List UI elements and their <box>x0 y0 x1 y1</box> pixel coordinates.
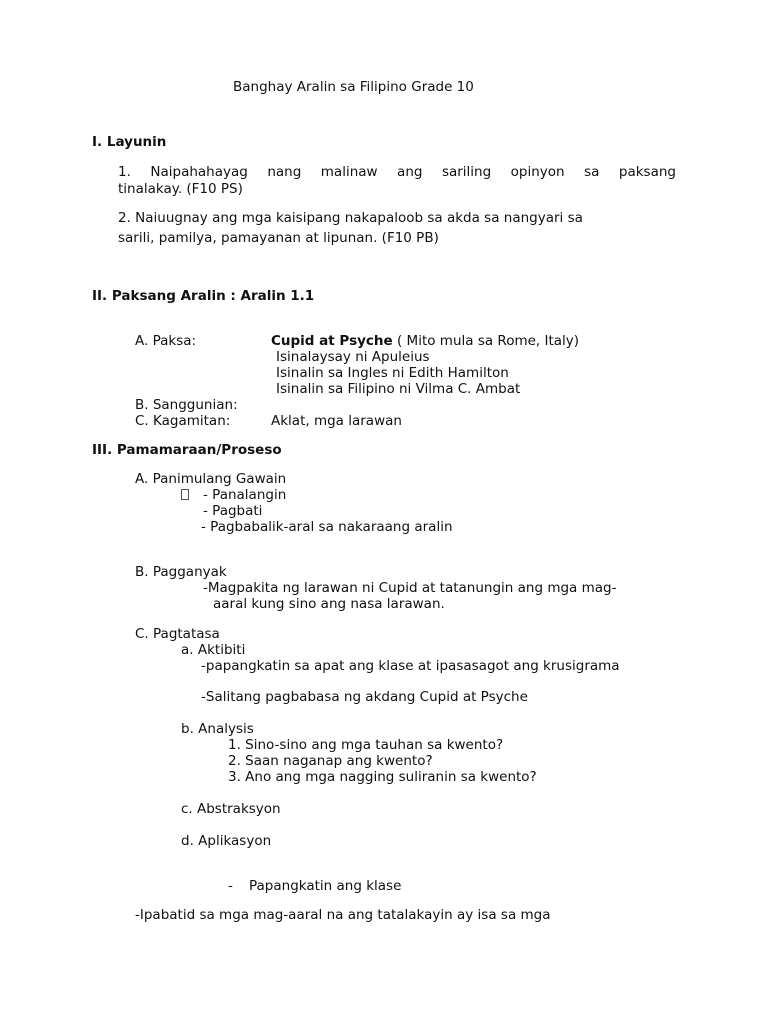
paksa-detail-2: Isinalin sa Ingles ni Edith Hamilton <box>276 365 509 381</box>
section-layunin-heading: I. Layunin <box>92 134 167 150</box>
final-line: -Ipabatid sa mga mag-aaral na ang tatalakayin ay isa sa mga <box>135 907 551 923</box>
aktibiti-label: a. Aktibiti <box>181 642 246 658</box>
bullet-box-icon <box>181 487 189 503</box>
kagamitan-label: C. Kagamitan: <box>135 413 231 429</box>
analysis-item-3: 3. Ano ang mga nagging suliranin sa kwento? <box>228 769 537 785</box>
layunin-item-1-line-1: 1. Naipahahayag nang malinaw ang sariling opinyon sa paksang <box>118 164 676 180</box>
panimula-item-1: - Panalangin <box>203 487 287 503</box>
analysis-item-2: 2. Saan naganap ang kwento? <box>228 753 433 769</box>
aktibiti-line-2: -Salitang pagbabasa ng akdang Cupid at Psyche <box>201 689 528 705</box>
pagtatasa-label: C. Pagtatasa <box>135 626 220 642</box>
layunin-item-2-line-1: 2. Naiuugnay ang mga kaisipang nakapaloob sa akda sa nangyari sa <box>118 210 583 226</box>
paksa-label: A. Paksa: <box>135 333 197 349</box>
pagganyak-label: B. Pagganyak <box>135 564 227 580</box>
paksa-note: ( Mito mula sa Rome, Italy) <box>392 333 580 349</box>
sanggunian-label: B. Sanggunian: <box>135 397 238 413</box>
pagganyak-line-2: aaral kung sino ang nasa larawan. <box>213 596 445 612</box>
analysis-label: b. Analysis <box>181 721 254 737</box>
document-title: Banghay Aralin sa Filipino Grade 10 <box>233 79 474 95</box>
aplikasyon-label: d. Aplikasyon <box>181 833 272 849</box>
layunin-item-1-line-2: tinalakay. (F10 PS) <box>118 181 243 197</box>
section-pamamaraan-heading: III. Pamamaraan/Proseso <box>92 442 282 458</box>
section-paksang-aralin-heading: II. Paksang Aralin : Aralin 1.1 <box>92 288 315 304</box>
aktibiti-line-1: -papangkatin sa apat ang klase at ipasasagot ang krusigrama <box>201 658 620 674</box>
pagganyak-line-1: -Magpakita ng larawan ni Cupid at tatanungin ang mga mag- <box>203 580 617 596</box>
abstraksyon-label: c. Abstraksyon <box>181 801 281 817</box>
paksa-detail-1: Isinalaysay ni Apuleius <box>276 349 430 365</box>
aplikasyon-item: Papangkatin ang klase <box>249 878 402 894</box>
paksa-detail-3: Isinalin sa Filipino ni Vilma C. Ambat <box>276 381 521 397</box>
analysis-item-1: 1. Sino-sino ang mga tauhan sa kwento? <box>228 737 504 753</box>
aplikasyon-dash: - <box>228 878 233 894</box>
paksa-title: Cupid at Psyche <box>271 333 393 349</box>
panimula-label: A. Panimulang Gawain <box>135 471 287 487</box>
paksa-value <box>271 333 579 349</box>
layunin-item-2-line-2: sarili, pamilya, pamayanan at lipunan. (F10 PB) <box>118 230 439 246</box>
panimula-item-2: - Pagbati <box>203 503 263 519</box>
panimula-item-3: - Pagbabalik-aral sa nakaraang aralin <box>201 519 453 535</box>
kagamitan-value: Aklat, mga larawan <box>271 413 402 429</box>
